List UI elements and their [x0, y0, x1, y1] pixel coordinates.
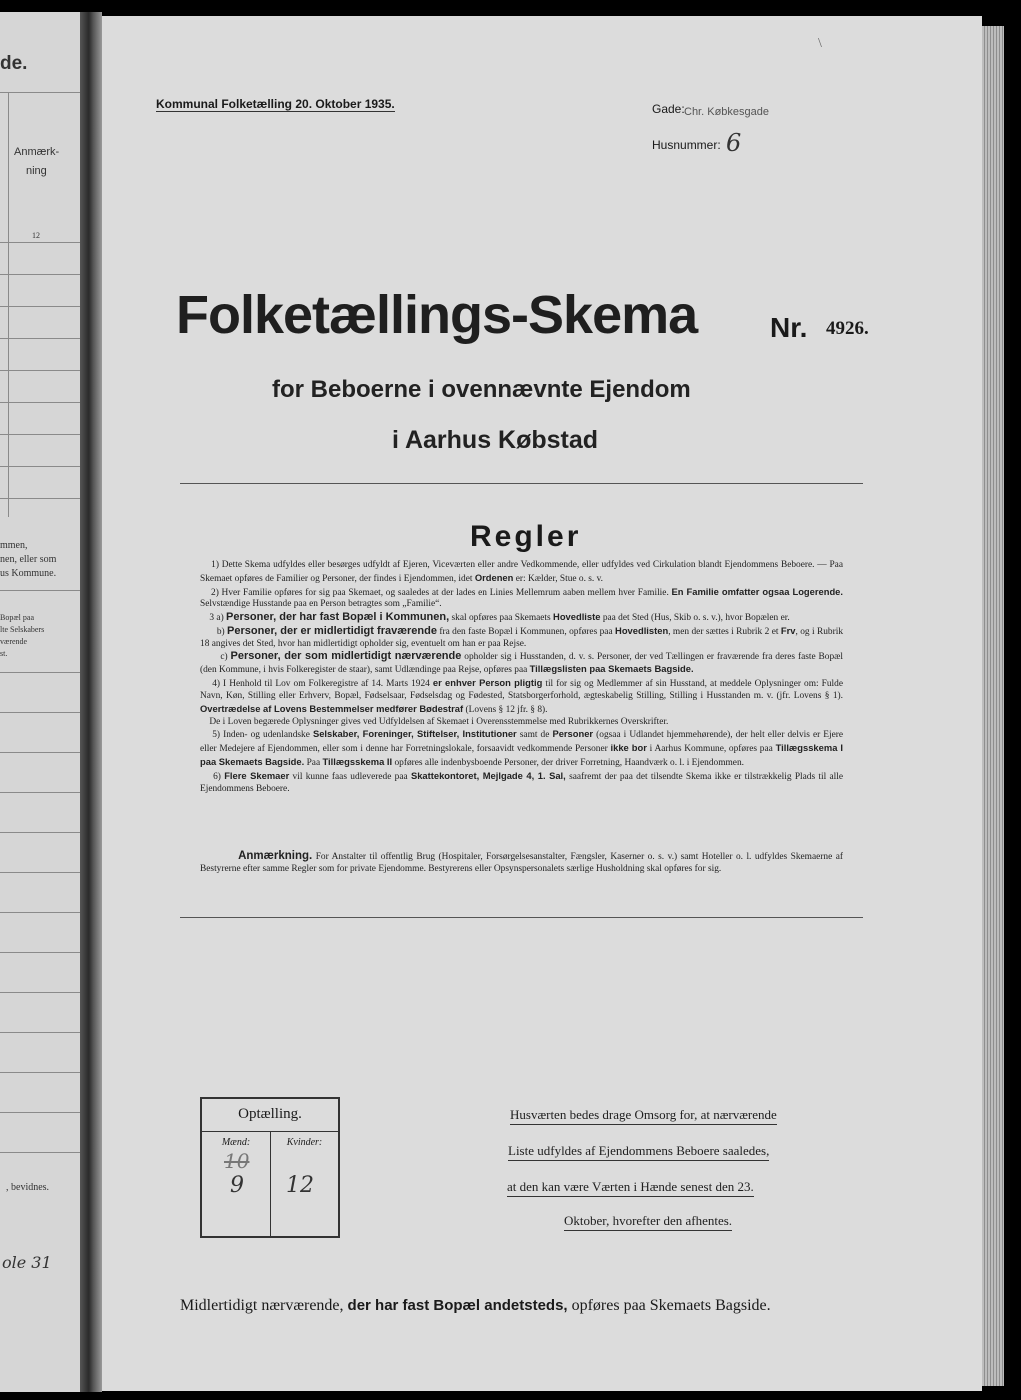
text-fragment: , bevidnes. — [6, 1182, 50, 1193]
rule-item: 5) Inden- og udenlandske Selskaber, Foreninger, Stiftelser, Institutioner samt de Personer (ogsaa i Udlandet hjemmehørende), der helt eller delvis er Ejere eller Medejere af Ejendommen, eller som i denne har Forretningslokale, forsaavidt vedkommende Personer ikke bor i Aarhus Kommune, opføres paa Tillægsskema I paa Skemaets Bagside. Paa Tillægsskema II opføres alle indenbysboende Personer, der driver Forretning, Haandværk o. l. i Ejendommen. — [200, 728, 844, 768]
footer-note: Midlertidigt nærværende, der har fast Bopæl andetsteds, opføres paa Skemaets Bagside. — [180, 1297, 771, 1314]
rules-body — [200, 560, 843, 795]
divider — [0, 1152, 80, 1153]
divider — [0, 306, 80, 307]
notice-line: Liste udfyldes af Ejendommens Beboere saaledes, — [508, 1143, 769, 1161]
corner-mark: \ — [818, 36, 822, 51]
form-number-value: 4926. — [826, 318, 869, 339]
divider — [0, 992, 80, 993]
remark-text: For Anstalter til offentlig Brug (Hospitaler, Forsørgelsesanstalter, Fængsler, Kaserner o. s. v.) samt Hoteller o. l. udfyldes Skemaerne af Bestyrerne efter samme Regler som for private Ejendomme. Bestyrerens eller Opsynspersonalets særlige Husholdning skal opføres for sig. — [200, 852, 844, 874]
rule-item: b) Personer, der er midlertidigt fraværende fra den faste Bopæl i Kommunen, opføres paa Hovedlisten, men der sættes i Rubrik 2 et Frv, og i Rubrik 18 angives det Sted, hvor han midlertidigt opholder sig, eventuelt om han er paa Rejse. — [200, 624, 844, 649]
book-spine — [80, 12, 102, 1392]
rule-item: 4) I Henhold til Lov om Folkeregistre af 14. Marts 1924 er enhver Person pligtig til for sig og Medlemmer af sin Husstand, at meddele Oplysninger om: Fulde Navn, Køn, Stilling eller Erhverv, Bopæl, Fødselsaar, Fødselsdag og Fødested, Statsborgerforhold, ægteskabelig Stilling, Stilling i Husstanden m. v. (jfr. Lovens § 1). Overtrædelse af Lovens Bestemmelser medfører Bødestraf (Lovens § 12 jfr. § 8). — [200, 677, 844, 715]
men-count-crossed: 10 — [224, 1149, 250, 1173]
form-subtitle: for Beboerne i ovennævnte Ejendom — [272, 376, 691, 403]
women-label: Kvinder: — [286, 1137, 323, 1148]
handwritten-fragment: ole 31 — [2, 1253, 52, 1272]
text-fragment: us Kommune. — [0, 568, 57, 579]
rule-item: 2) Hver Familie opføres for sig paa Skemaet, og saaledes at der lades en Linies Mellemrum aaben mellem hver Familie. En Familie omfatter ogsaa Logerende. Selvstændige Husstande paa en Person betragtes som „Familie“. — [200, 585, 843, 610]
women-count: 12 — [286, 1173, 314, 1198]
divider — [0, 712, 80, 713]
divider — [0, 370, 80, 371]
house-number-value: 6 — [726, 129, 742, 157]
page-edges — [982, 26, 1004, 1386]
count-box — [200, 1097, 340, 1238]
divider — [0, 92, 80, 93]
notice-line: Husværten bedes drage Omsorg for, at nærværende — [510, 1107, 777, 1125]
house-number-label: Husnummer: — [652, 138, 721, 152]
form-number-label: Nr. — [770, 312, 808, 343]
rule-item: 6) Flere Skemaer vil kunne faas udleverede paa Skattekontoret, Mejlgade 4, 1. Sal, saafremt der paa det tilsendte Skema ikke er tilstrækkelig Plads til alle Ejendommens Beboere. — [200, 769, 844, 794]
rule-item: 1) Dette Skema udfyldes eller besørges udfyldt af Ejeren, Viceværten eller andre Vedkommende, eller udfyldes ved Cirkulation blandt Ejendommens Beboere. — Paa Skemaet opføres de Familier og Personer, der findes i Ejendommen, idet Ordenen er: Kælder, Stue o. s. v. — [200, 560, 843, 584]
rule-item: 3 a) Personer, der har fast Bopæl i Kommunen, skal opføres paa Skemaets Hovedliste paa det Sted (Hus, Skib o. s. v.), hvor Bopælen er. — [209, 611, 790, 624]
divider — [0, 590, 80, 591]
street-value: Chr. Købkesgade — [684, 106, 769, 118]
count-box-title: Optælling. — [202, 1099, 338, 1132]
divider — [0, 1032, 80, 1033]
divider — [0, 1112, 80, 1113]
text-fragment: værende — [0, 637, 28, 646]
divider — [0, 242, 80, 243]
text-fragment: lte Selskabers — [0, 625, 45, 634]
text-fragment: nen, eller som — [0, 554, 57, 565]
divider — [0, 402, 80, 403]
census-title: Kommunal Folketælling 20. Oktober 1935. — [156, 97, 395, 111]
divider — [0, 832, 80, 833]
form-title: Folketællings-Skema — [176, 285, 698, 345]
column-header: ning — [26, 165, 47, 177]
divider — [0, 274, 80, 275]
remark-block — [200, 851, 843, 876]
divider — [0, 872, 80, 873]
divider — [0, 952, 80, 953]
rules-heading: Regler — [470, 520, 582, 553]
street-label: Gade: — [652, 102, 685, 116]
left-page-header: de. — [0, 53, 28, 74]
divider — [0, 1072, 80, 1073]
divider — [180, 483, 863, 484]
divider — [180, 917, 863, 918]
divider — [0, 912, 80, 913]
rule-item: De i Loven begærede Oplysninger gives ved Udfyldelsen af Skemaet i Overensstemmelse med Rubrikkernes Overskrifter. — [209, 716, 669, 727]
text-fragment: Bopæl paa — [0, 613, 34, 622]
divider — [0, 792, 80, 793]
divider — [0, 434, 80, 435]
text-fragment: st. — [0, 649, 8, 658]
form-location: i Aarhus Købstad — [392, 426, 599, 454]
notice-line: at den kan være Værten i Hænde senest den 23. — [507, 1179, 754, 1197]
remark-label: Anmærkning. — [238, 850, 313, 862]
rule-item: c) Personer, der som midlertidigt nærværende opholder sig i Husstanden, d. v. s. Personer, der ved Tællingen er fraværende fra deres faste Bopæl (den Kommune, i hvis Folkeregister de staar), samt Udlændinge paa Rejse, opføres paa Tillægslisten paa Skemaets Bagside. — [200, 649, 844, 676]
column-header: Anmærk- — [14, 146, 60, 158]
divider — [0, 672, 80, 673]
men-label: Mænd: — [221, 1137, 251, 1148]
divider — [0, 752, 80, 753]
divider — [8, 92, 9, 517]
divider — [0, 338, 80, 339]
divider — [0, 466, 80, 467]
left-page-fragment — [0, 12, 80, 1392]
divider — [0, 498, 80, 499]
text-fragment: mmen, — [0, 540, 28, 551]
column-number: 12 — [32, 231, 40, 240]
men-count: 9 — [230, 1173, 244, 1198]
notice-line: Oktober, hvorefter den afhentes. — [564, 1213, 732, 1231]
